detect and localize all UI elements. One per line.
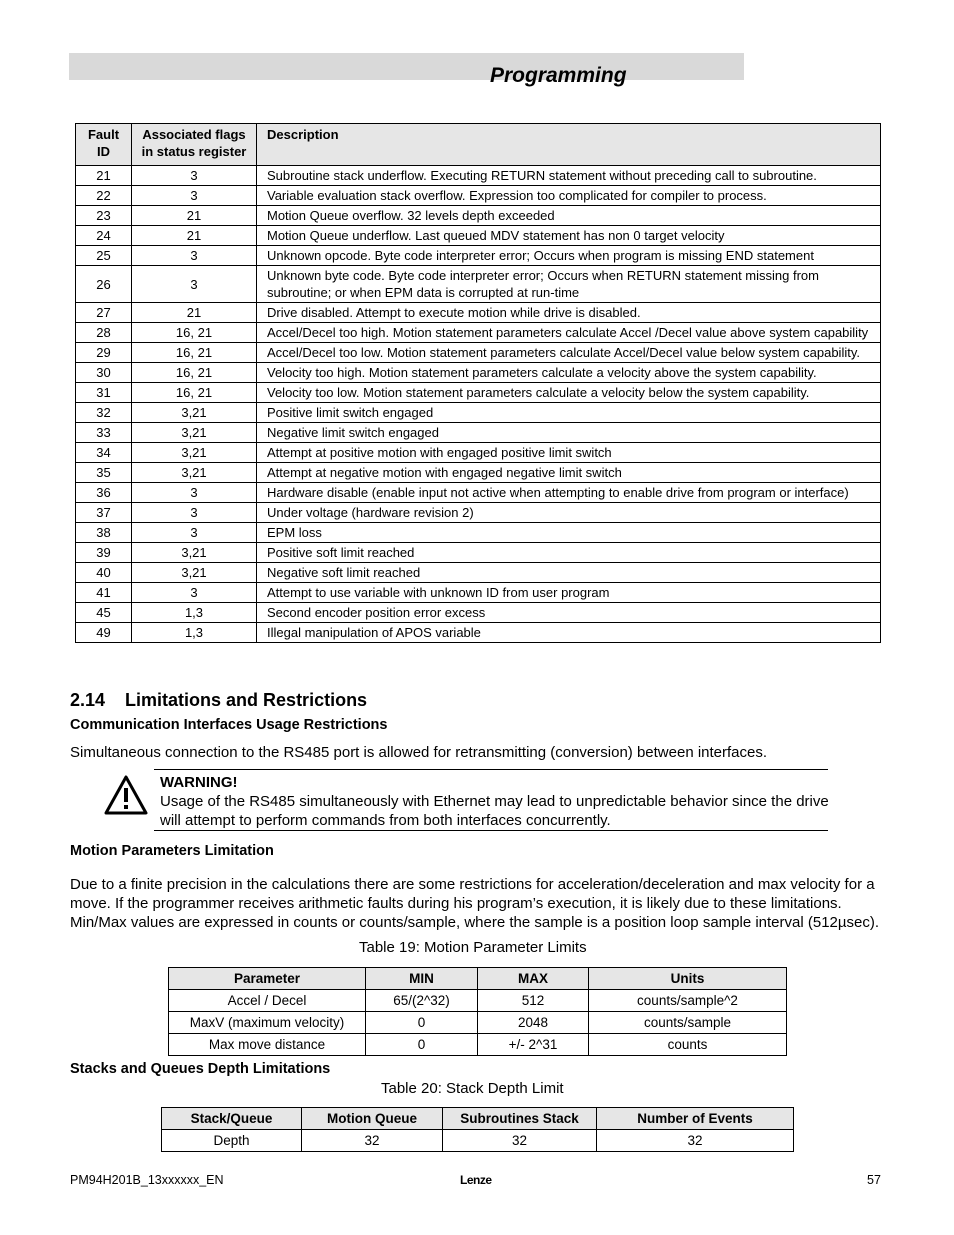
description-cell: Unknown byte code. Byte code interpreter error; Occurs when RETURN statement missing from subroutine; or when EPM data is corrupted at run-time — [257, 266, 881, 303]
description-cell: Negative soft limit reached — [257, 563, 881, 583]
table-cell: 32 — [302, 1130, 443, 1152]
flags-cell: 3,21 — [132, 563, 257, 583]
fault-id-cell: 23 — [76, 206, 132, 226]
stacks-limits-title: Stacks and Queues Depth Limitations — [70, 1061, 331, 1077]
description-cell: Attempt to use variable with unknown ID from user program — [257, 583, 881, 603]
flags-cell: 3,21 — [132, 423, 257, 443]
fault-id-cell: 35 — [76, 463, 132, 483]
fault-id-header: Fault ID — [76, 124, 132, 166]
fault-id-cell: 25 — [76, 246, 132, 266]
flags-cell: 16, 21 — [132, 363, 257, 383]
column-header: Stack/Queue — [162, 1108, 302, 1130]
fault-id-cell: 26 — [76, 266, 132, 303]
stack-table-body — [162, 1130, 794, 1152]
table-row — [76, 623, 881, 643]
fault-id-cell: 45 — [76, 603, 132, 623]
comm-restrictions-text: Simultaneous connection to the RS485 port is allowed for retransmitting (conversion) between interfaces. — [70, 744, 768, 761]
motion-limits-title: Motion Parameters Limitation — [70, 843, 274, 859]
fault-id-cell: 37 — [76, 503, 132, 523]
description-cell: Motion Queue overflow. 32 levels depth exceeded — [257, 206, 881, 226]
flags-cell: 1,3 — [132, 603, 257, 623]
table-cell: 2048 — [478, 1012, 589, 1034]
description-cell: Attempt at negative motion with engaged negative limit switch — [257, 463, 881, 483]
fault-table — [75, 123, 881, 643]
column-header: Motion Queue — [302, 1108, 443, 1130]
fault-id-cell: 38 — [76, 523, 132, 543]
flags-cell: 16, 21 — [132, 343, 257, 363]
fault-id-cell: 29 — [76, 343, 132, 363]
fault-id-cell: 30 — [76, 363, 132, 383]
table-row — [76, 563, 881, 583]
table-row — [162, 1130, 794, 1152]
description-cell: Motion Queue underflow. Last queued MDV statement has non 0 target velocity — [257, 226, 881, 246]
table-row — [76, 543, 881, 563]
description-cell: Positive limit switch engaged — [257, 403, 881, 423]
fault-id-cell: 41 — [76, 583, 132, 603]
fault-id-cell: 32 — [76, 403, 132, 423]
table-row — [76, 303, 881, 323]
fault-id-cell: 27 — [76, 303, 132, 323]
column-header: Number of Events — [597, 1108, 794, 1130]
warning-bottom-rule — [154, 830, 828, 831]
flags-cell: 3 — [132, 246, 257, 266]
stack-table-caption: Table 20: Stack Depth Limit — [381, 1080, 564, 1097]
fault-id-cell: 39 — [76, 543, 132, 563]
table-row — [76, 383, 881, 403]
description-cell: Second encoder position error excess — [257, 603, 881, 623]
fault-table-header-row — [76, 124, 881, 166]
description-cell: Accel/Decel too low. Motion statement parameters calculate Accel/Decel value below system capability. — [257, 343, 881, 363]
warning-triangle-icon — [104, 775, 148, 815]
flags-cell: 3 — [132, 483, 257, 503]
column-header: Parameter — [169, 968, 366, 990]
table-cell: MaxV (maximum velocity) — [169, 1012, 366, 1034]
table-row — [76, 206, 881, 226]
description-cell: Velocity too low. Motion statement parameters calculate a velocity below the system capability. — [257, 383, 881, 403]
flags-cell: 3 — [132, 166, 257, 186]
param-table-header-row — [169, 968, 787, 990]
description-cell: Velocity too high. Motion statement parameters calculate a velocity above the system capability. — [257, 363, 881, 383]
table-row — [169, 1034, 787, 1056]
table-row — [76, 463, 881, 483]
table-cell: counts — [589, 1034, 787, 1056]
description-cell: Hardware disable (enable input not active when attempting to enable drive from program or interface) — [257, 483, 881, 503]
flags-cell: 3 — [132, 583, 257, 603]
motion-limits-text: Due to a finite precision in the calculations there are some restrictions for acceleration/deceleration and max velocity for a move. If the programmer receives arithmetic faults during his program’s execution, it is likely due to these limitations. Min/Max values are expressed in counts or counts/sample, where the sample is a position loop sample interval (512µsec). — [70, 876, 880, 931]
fault-id-cell: 22 — [76, 186, 132, 206]
fault-id-cell: 34 — [76, 443, 132, 463]
flags-cell: 3 — [132, 503, 257, 523]
footer-doc-id: PM94H201B_13xxxxxx_EN — [70, 1173, 224, 1187]
table-cell: Depth — [162, 1130, 302, 1152]
table-cell: 512 — [478, 990, 589, 1012]
table-cell: 32 — [443, 1130, 597, 1152]
fault-id-cell: 36 — [76, 483, 132, 503]
table-row — [76, 166, 881, 186]
table-row — [76, 443, 881, 463]
table-cell: +/- 2^31 — [478, 1034, 589, 1056]
description-cell: Positive soft limit reached — [257, 543, 881, 563]
param-table-body — [169, 990, 787, 1056]
column-header: Units — [589, 968, 787, 990]
table-row — [76, 226, 881, 246]
fault-id-cell: 24 — [76, 226, 132, 246]
warning-title: WARNING! — [160, 774, 238, 791]
description-cell: Attempt at positive motion with engaged positive limit switch — [257, 443, 881, 463]
description-cell: Subroutine stack underflow. Executing RETURN statement without preceding call to subroutine. — [257, 166, 881, 186]
footer-brand-logo: Lenze — [460, 1173, 492, 1187]
flags-cell: 21 — [132, 206, 257, 226]
table-row — [76, 523, 881, 543]
warning-top-rule — [154, 769, 828, 770]
table-row — [169, 1012, 787, 1034]
footer-page-number: 57 — [867, 1173, 881, 1187]
table-cell: Max move distance — [169, 1034, 366, 1056]
table-row — [76, 343, 881, 363]
table-row — [76, 323, 881, 343]
flags-cell: 21 — [132, 303, 257, 323]
table-cell: counts/sample^2 — [589, 990, 787, 1012]
description-cell: Unknown opcode. Byte code interpreter error; Occurs when program is missing END statement — [257, 246, 881, 266]
param-table — [168, 967, 787, 1056]
flags-cell: 16, 21 — [132, 383, 257, 403]
flags-cell: 3 — [132, 266, 257, 303]
fault-id-cell: 31 — [76, 383, 132, 403]
table-row — [76, 423, 881, 443]
flags-cell: 21 — [132, 226, 257, 246]
table-cell: Accel / Decel — [169, 990, 366, 1012]
column-header: MAX — [478, 968, 589, 990]
flags-cell: 1,3 — [132, 623, 257, 643]
description-cell: Drive disabled. Attempt to execute motion while drive is disabled. — [257, 303, 881, 323]
description-header: Description — [257, 124, 881, 166]
fault-table-body — [76, 166, 881, 643]
description-cell: Illegal manipulation of APOS variable — [257, 623, 881, 643]
table-row — [76, 483, 881, 503]
stack-table — [161, 1107, 794, 1152]
fault-id-cell: 28 — [76, 323, 132, 343]
table-row — [76, 583, 881, 603]
column-header: MIN — [366, 968, 478, 990]
table-row — [76, 503, 881, 523]
stack-table-header-row — [162, 1108, 794, 1130]
description-cell: Negative limit switch engaged — [257, 423, 881, 443]
flags-cell: 3 — [132, 523, 257, 543]
description-cell: Under voltage (hardware revision 2) — [257, 503, 881, 523]
comm-restrictions-title: Communication Interfaces Usage Restrictions — [70, 717, 388, 733]
header-bar — [69, 53, 744, 80]
flags-cell: 3,21 — [132, 443, 257, 463]
description-cell: EPM loss — [257, 523, 881, 543]
fault-id-cell: 49 — [76, 623, 132, 643]
column-header: Subroutines Stack — [443, 1108, 597, 1130]
flags-cell: 3,21 — [132, 463, 257, 483]
table-cell: 0 — [366, 1034, 478, 1056]
table-cell: counts/sample — [589, 1012, 787, 1034]
table-cell: 65/(2^32) — [366, 990, 478, 1012]
table-row — [76, 246, 881, 266]
flags-cell: 16, 21 — [132, 323, 257, 343]
table-row — [76, 403, 881, 423]
table-row — [76, 603, 881, 623]
table-row — [169, 990, 787, 1012]
warning-text: Usage of the RS485 simultaneously with Ethernet may lead to unpredictable behavior since the drive will attempt to perform commands from both interfaces concurrently. — [160, 793, 829, 829]
param-table-caption: Table 19: Motion Parameter Limits — [359, 939, 587, 956]
fault-id-cell: 33 — [76, 423, 132, 443]
section-title: 2.14 Limitations and Restrictions — [70, 690, 368, 710]
flags-cell: 3 — [132, 186, 257, 206]
table-cell: 0 — [366, 1012, 478, 1034]
warning-box — [160, 773, 830, 830]
flags-header: Associated flags in status register — [132, 124, 257, 166]
table-cell: 32 — [597, 1130, 794, 1152]
table-row — [76, 266, 881, 303]
page-title: Programming — [490, 64, 627, 87]
flags-cell: 3,21 — [132, 543, 257, 563]
description-cell: Accel/Decel too high. Motion statement parameters calculate Accel /Decel value above system capability — [257, 323, 881, 343]
fault-id-cell: 40 — [76, 563, 132, 583]
table-row — [76, 186, 881, 206]
fault-id-cell: 21 — [76, 166, 132, 186]
description-cell: Variable evaluation stack overflow. Expression too complicated for compiler to process. — [257, 186, 881, 206]
flags-cell: 3,21 — [132, 403, 257, 423]
table-row — [76, 363, 881, 383]
